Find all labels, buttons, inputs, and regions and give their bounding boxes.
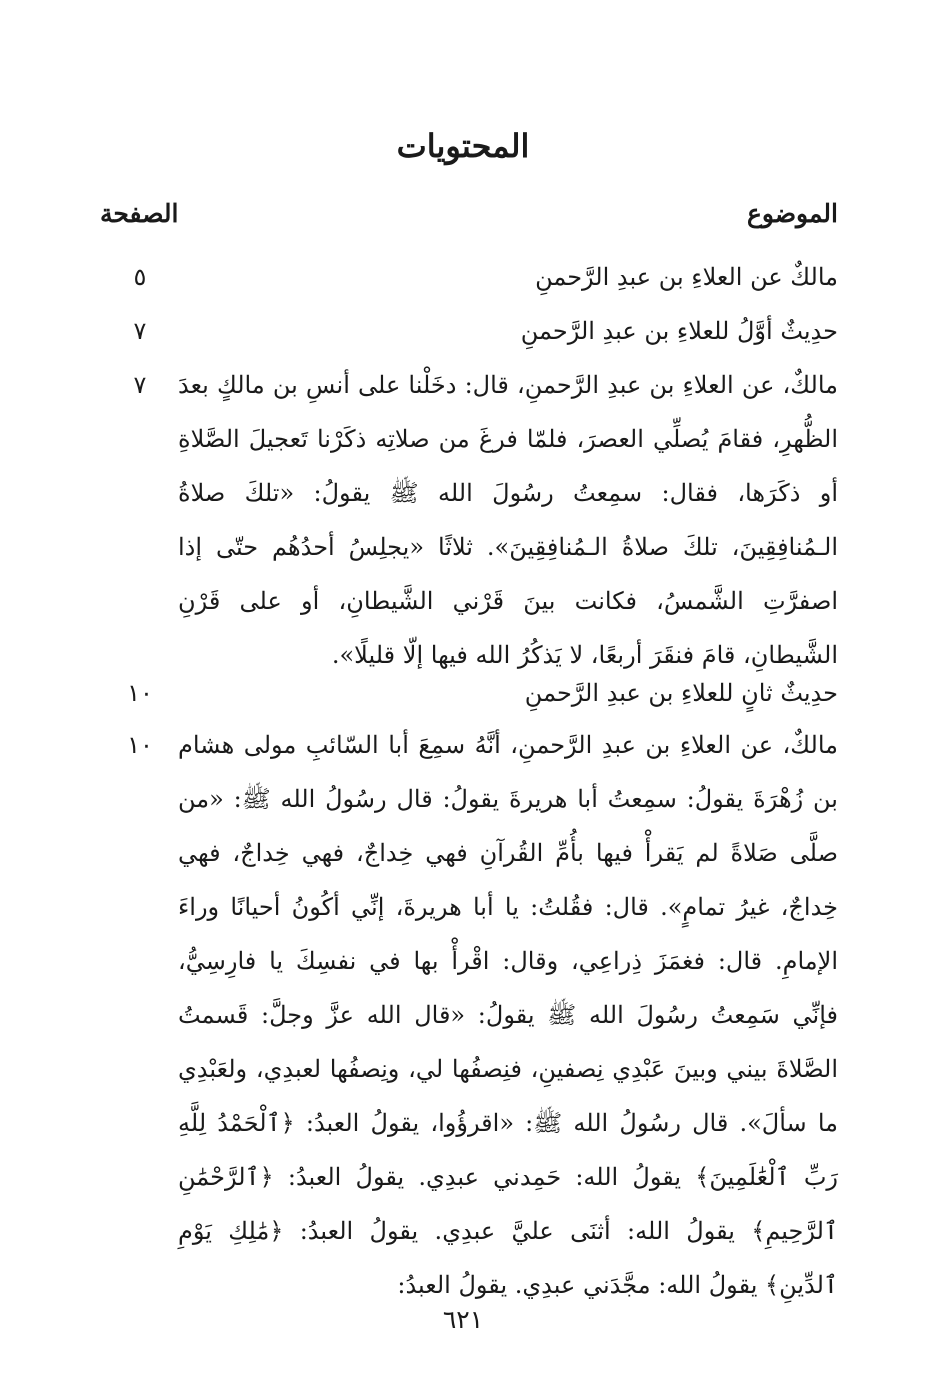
- toc-entry-text: حدِيثٌ أوَّلُ للعلاءِ بن عبدِ الرَّحمنِ: [520, 317, 838, 345]
- page-number: ٦٢١: [442, 1305, 484, 1334]
- toc-entry-page: ١٠: [127, 731, 153, 759]
- toc-entry-text: مالكٌ، عن العلاءِ بن عبدِ الرَّحمنِ، أنَّهُ سمِعَ أبا السّائبِ مولى هشام بن زُهْرَةَ يقولُ: سمِعتُ أبا هريرةَ يقولُ: قال رسُولُ الله ﷺ: «من صلَّى صَلاةً لم يَقرأْ فيها بأُمِّ القُرآنِ فهي خِداجٌ، فهي خِداجٌ، فهي خِداجٌ، غيرُ تمامٍ». قال: فقُلتُ: يا أبا هريرةَ، إنِّي أكُونُ أحيانًا وراءَ الإمامِ. قال: فغمَزَ ذِراعِي، وقال: اقْرأْ بها في نفسِكَ يا فارِسِيُّ، فإنِّي سَمِعتُ رسُولَ الله ﷺ يقولُ: «قال الله عزَّ وجلَّ: قَسمتُ الصَّلاةَ بيني وبينَ عَبْدِي نِصفينِ، فنِصفُها لي، ونِصفُها لعبدِي، ولعَبْدِي ما سألَ». قال رسُولُ الله ﷺ: «اقرؤُوا، يقولُ العبدُ: ﴿ٱلْحَمْدُ لِلَّهِ رَبِّ ٱلْعَٰلَمِينَ﴾ يقولُ الله: حَمِدني عبدِي. يقولُ العبدُ: ﴿ٱلرَّحْمَٰنِ ٱلرَّحِيمِ﴾ يقولُ الله: أثنَى عليَّ عبدِي. يقولُ العبدُ: ﴿مَٰلِكِ يَوْمِ ٱلدِّينِ﴾ يقولُ الله: مجَّدَني عبدِي. يقولُ العبدُ:: [178, 731, 838, 1299]
- page-title: المحتويات: [396, 127, 530, 165]
- toc-entry-page: ٧: [133, 371, 147, 399]
- toc-entry-text: مالكٌ عن العلاءِ بن عبدِ الرَّحمنِ: [535, 263, 838, 291]
- toc-entry-page: ١٠: [127, 679, 153, 707]
- column-header-topic: الموضوع: [747, 199, 838, 228]
- column-header-page: الصفحة: [100, 199, 179, 228]
- toc-entry-page: ٧: [133, 317, 147, 345]
- toc-entry-text: حدِيثٌ ثانٍ للعلاءِ بن عبدِ الرَّحمنِ: [524, 679, 838, 707]
- toc-entry-page: ٥: [133, 263, 147, 291]
- toc-entry-text: مالكٌ، عن العلاءِ بن عبدِ الرَّحمنِ، قال: دخَلْنا على أنسِ بن مالكٍ بعدَ الظُّهرِ، فقامَ يُصلِّي العصرَ، فلمّا فرغَ من صلاتِه ذكَرْنا تَعجيلَ الصَّلاةِ أو ذكَرَها، فقال: سمِعتُ رسُولَ الله ﷺ يقولُ: «تلكَ صلاةُ الـمُنافِقِينَ، تلكَ صلاةُ الـمُنافِقِينَ». ثلاثًا «يجلِسُ أحدُهُم حتّى إذا اصفرَّتِ الشَّمسُ، فكانت بينَ قَرْني الشَّيطانِ، أو على قَرْنِ الشَّيطانِ، قامَ فنقَرَ أربعًا، لا يَذكُرُ الله فيها إلّا قليلًا».: [178, 371, 838, 669]
